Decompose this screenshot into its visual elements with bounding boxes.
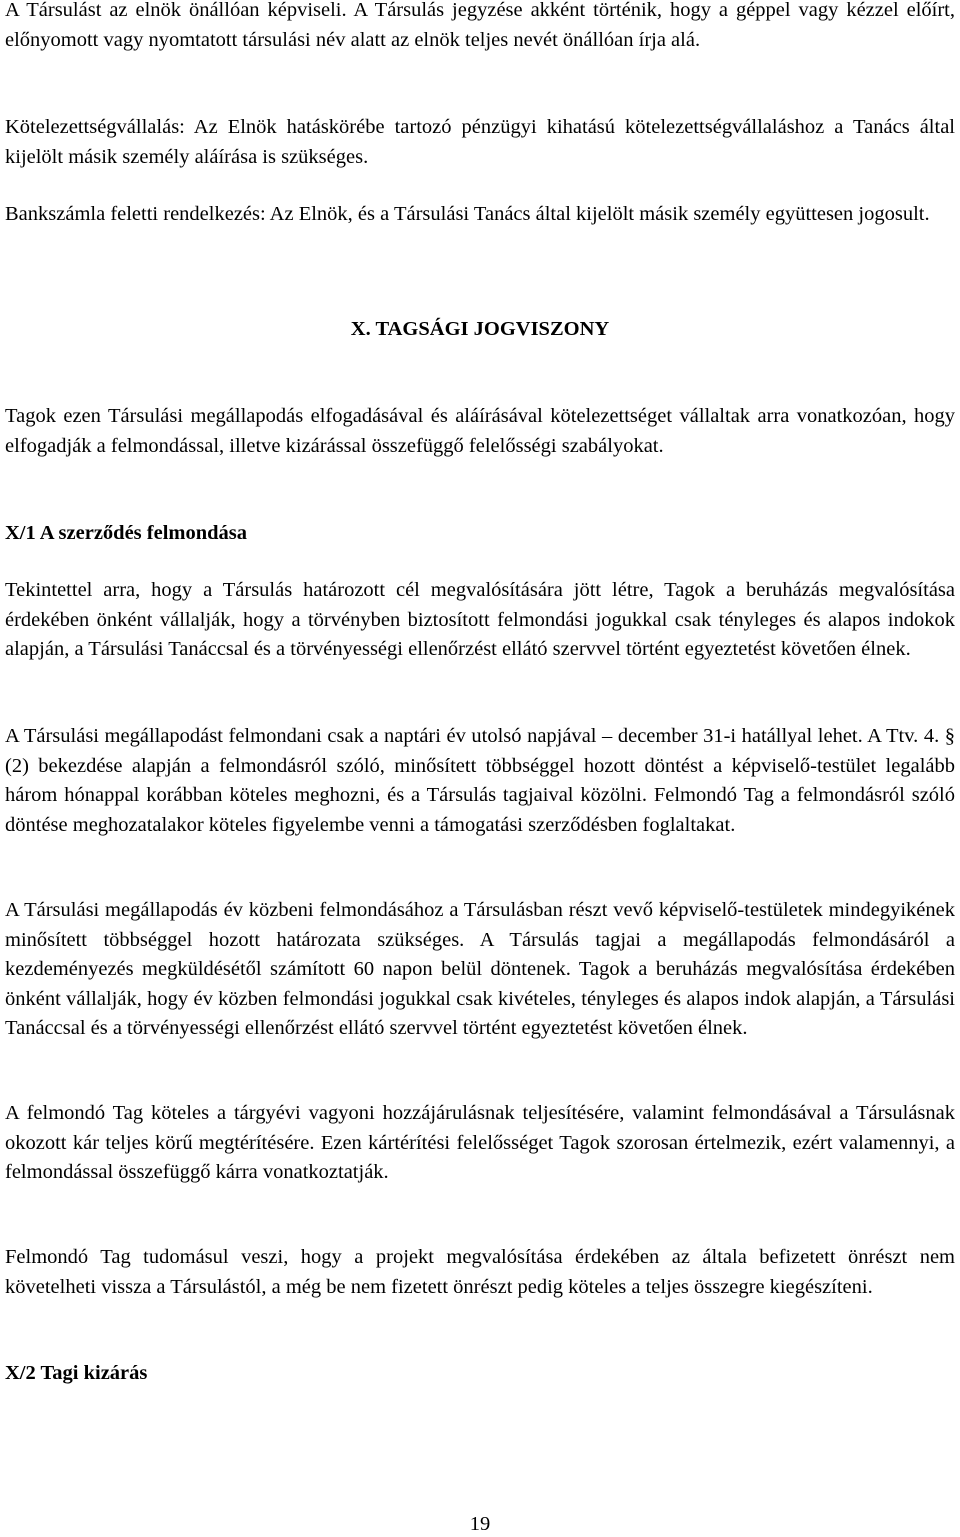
paragraph-members-acceptance: Tagok ezen Társulási megállapodás elfogadásával és aláírásával kötelezettséget vállaltak arra vonatkozóan, hogy elfogadják a felmondással, illetve kizárással összefüggő felelősségi szabályokat. [5,405,955,457]
paragraph-damages: A felmondó Tag köteles a tárgyévi vagyoni hozzájárulásnak teljesítésére, valamint felmondásával a Társulásnak okozott kár teljes körű megtérítésére. Ezen kártérítési felelősséget Tagok szorosan értelmezik, ezért valamennyi, a felmondással összefüggő kárra vonatkoztatják. [5,1102,955,1184]
section-heading-membership: X. TAGSÁGI JOGVISZONY [350,318,610,340]
paragraph-midyear-termination: A Társulási megállapodás év közbeni felmondásához a Társulásban részt vevő képviselő-testületek mindegyikének minősített többséggel hozott határozata szükséges. A Társulás tagjai a megállapodás felmondásáról a kezdeményezés megküldésétől számított 60 napon belül döntenek. Tagok a beruházás megvalósítása érdekében önként vállalják, hogy év közben felmondási jogukkal csak kivételes, tényleges és alapos indok alapján, a Társulási Tanáccsal és a törvényességi ellenőrzést ellátó szervvel történt egyeztetést követően élnek. [5,899,955,1040]
paragraph-own-contribution: Felmondó Tag tudomásul veszi, hogy a projekt megvalósítása érdekében az általa befizetett önrészt nem követelheti vissza a Társulástól, a még be nem fizetett önrészt pedig köteles a teljes összegre kiegészíteni. [5,1246,955,1298]
paragraph-bank-account: Bankszámla feletti rendelkezés: Az Elnök, és a Társulási Tanács által kijelölt másik személy együttesen jogosult. [5,203,930,225]
subsection-heading-expulsion: X/2 Tagi kizárás [5,1362,148,1384]
subsection-heading-termination: X/1 A szerződés felmondása [5,522,247,544]
page-number: 19 [469,1513,491,1535]
paragraph-termination-date: A Társulási megállapodást felmondani csak a naptári év utolsó napjával – december 31-i hatállyal lehet. A Ttv. 4. § (2) bekezdése alapján a felmondásról szóló, minősített többséggel hozott döntést a képviselő-testület legalább három hónappal korábban köteles meghozni, és a Társulás tagjaival közölni. Felmondó Tag a felmondásról szóló döntése meghozatalakor köteles figyelembe venni a támogatási szerződésben foglaltakat. [5,725,955,836]
paragraph-commitment: Kötelezettségvállalás: Az Elnök hatáskörébe tartozó pénzügyi kihatású kötelezettségvállaláshoz a Tanács által kijelölt másik személy aláírása is szükséges. [5,116,955,168]
paragraph-termination-reason: Tekintettel arra, hogy a Társulás határozott cél megvalósítására jött létre, Tagok a beruházás megvalósítása érdekében önként vállalják, hogy a törvényben biztosított felmondási jogukkal csak tényleges és alapos indokok alapján, a Társulási Tanáccsal és a törvényességi ellenőrzést ellátó szervvel történt egyeztetést követően élnek. [5,579,955,661]
paragraph-representation: A Társulást az elnök önállóan képviseli. A Társulás jegyzése akként történik, hogy a géppel vagy kézzel előírt, előnyomott vagy nyomtatott társulási név alatt az elnök teljes nevét önállóan írja alá. [5,0,955,51]
